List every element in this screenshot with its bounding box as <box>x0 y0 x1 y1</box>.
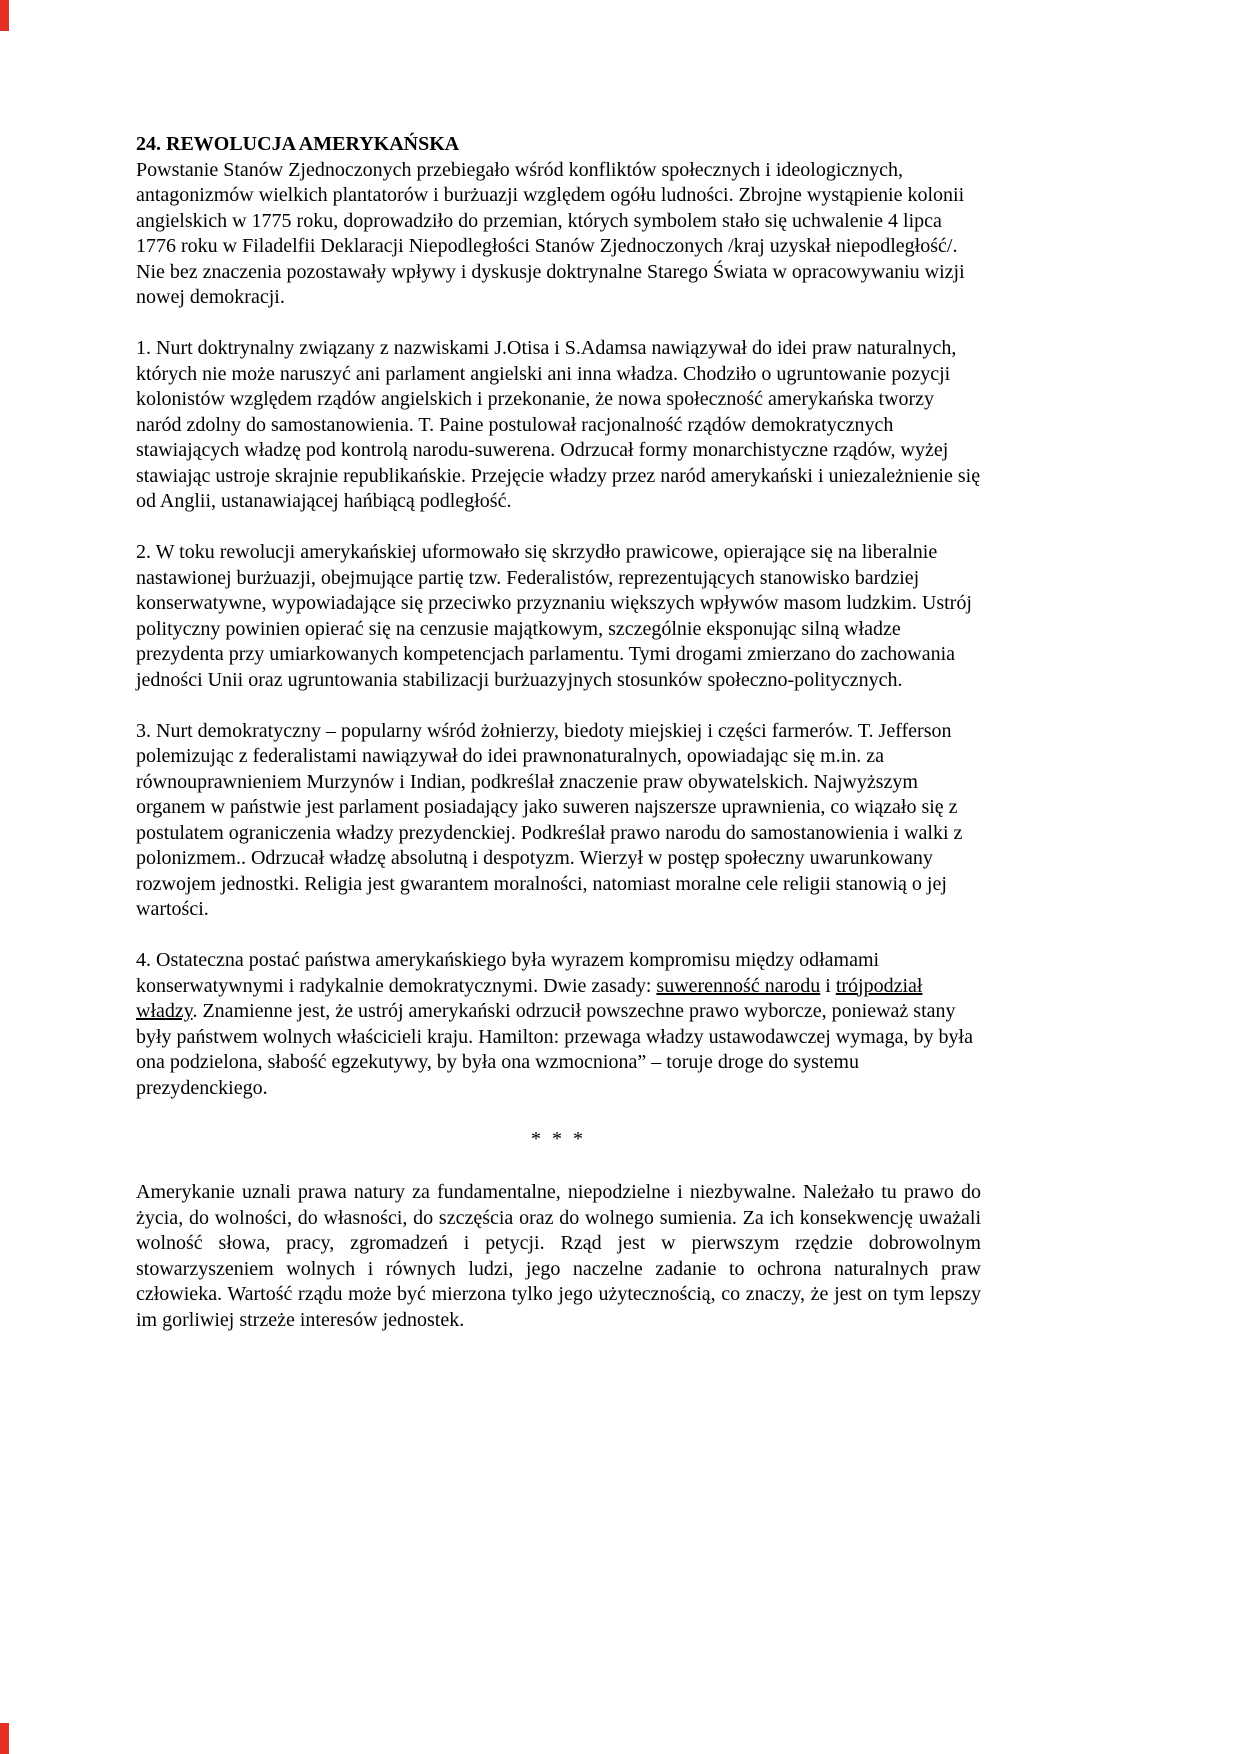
closing-paragraph: Amerykanie uznali prawa natury za fundamentalne, niepodzielne i niezbywalne. Należało tu prawo do życia, do wolności, do własności, do szczęścia oraz do wolnego sumienia. Za ich konsekwencję uważali wolność słowa, pracy, zgromadzeń i petycji. Rząd jest w pierwszym rzędzie dobrowolnym stowarzyszeniem wolnych i równych ludzi, jego naczelne zadanie to ochrona naturalnych praw człowieka. Wartość rządu może być mierzona tylko jego użytecznością, co znaczy, że jest on tym lepszy im gorliwiej strzeże interesów jednostek. <box>136 1181 981 1331</box>
underlined-phrase-separation-of-powers: trójpodział władzy <box>136 974 923 1022</box>
point-4-text-before: 4. Ostateczna postać państwa amerykańskiego była wyrazem kompromisu między odłamami konserwatywnymi i radykalnie demokratycznymi. Dwie zasady: <box>136 949 880 997</box>
section-separator: * * * <box>531 1127 586 1150</box>
scan-artifact-bottom-left <box>0 1723 9 1754</box>
point-1-paragraph: 1. Nurt doktrynalny związany z nazwiskami J.Otisa i S.Adamsa nawiązywał do idei praw naturalnych, których nie może naruszyć ani parlament angielski ani inna władza. Chodziło o ugruntowanie pozycji kolonistów względem rządów angielskich i przekonanie, że nowa społeczność amerykańska tworzy naród zdolny do samostanowienia. T. Paine postulował racjonalność rządów demokratycznych stawiających władzę pod kontrolą narodu-suwerena. Odrzucał formy monarchistyczne rządów, wyżej stawiając ustroje skrajnie republikańskie. Przejęcie władzy przez naród amerykański i uniezależnienie się od Anglii, ustanawiającej hańbiącą podległość. <box>136 337 981 512</box>
point-4-text-between: i <box>820 974 836 997</box>
document-content <box>136 132 981 1359</box>
scan-artifact-top-left <box>0 0 9 31</box>
point-4-paragraph <box>136 948 981 1101</box>
point-4-text-after: . Znamienne jest, że ustrój amerykański odrzucił powszechne prawo wyborcze, ponieważ stany były państwem wolnych właścicieli kraju. Hamilton: przewaga władzy ustawodawczej wymaga, by była ona podzielona, słabość egzekutywy, by była ona wzmocniona” – toruje droge do systemu prezydenckiego. <box>136 1000 973 1099</box>
point-2-paragraph: 2. W toku rewolucji amerykańskiej uformowało się skrzydło prawicowe, opierające się na liberalnie nastawionej burżuazji, obejmujące partię tzw. Federalistów, reprezentujących stanowisko bardziej konserwatywne, wypowiadające się przeciwko przyznaniu większych wpływów masom ludzkim. Ustrój polityczny powinien opierać się na cenzusie majątkowym, szczególnie eksponując silną władze prezydenta przy umiarkowanych kompetencjach parlamentu. Tymi drogami zmierzano do zachowania jedności Unii oraz ugruntowania stabilizacji burżuazyjnych stosunków społeczno-politycznych. <box>136 541 972 691</box>
intro-paragraph: Powstanie Stanów Zjednoczonych przebiegało wśród konfliktów społecznych i ideologicznych, antagonizmów wielkich plantatorów i burżuazji względem ogółu ludności. Zbrojne wystąpienie kolonii angielskich w 1775 roku, doprowadziło do przemian, których symbolem stało się uchwalenie 4 lipca 1776 roku w Filadelfii Deklaracji Niepodległości Stanów Zjednoczonych /kraj uzyskał niepodległość/. Nie bez znaczenia pozostawały wpływy i dyskusje doktrynalne Starego Świata w opracowywaniu wizji nowej demokracji. <box>136 158 965 308</box>
document-title: 24. REWOLUCJA AMERYKAŃSKA <box>136 133 460 155</box>
underlined-phrase-sovereignty: suwerenność narodu <box>656 974 821 997</box>
point-3-paragraph: 3. Nurt demokratyczny – popularny wśród żołnierzy, biedoty miejskiej i części farmerów. T. Jefferson polemizując z federalistami nawiązywał do idei prawnonaturalnych, opowiadając się m.in. za równouprawnieniem Murzynów i Indian, podkreślał znaczenie praw obywatelskich. Najwyższym organem w państwie jest parlament posiadający jako suweren najszersze uprawnienia, co wiązało się z postulatem ograniczenia władzy prezydenckiej. Podkreślał prawo narodu do samostanowienia i walki z polonizmem.. Odrzucał władzę absolutną i despotyzm. Wierzył w postęp społeczny uwarunkowany rozwojem jednostki. Religia jest gwarantem moralności, natomiast moralne cele religii stanowią o jej wartości. <box>136 719 963 920</box>
